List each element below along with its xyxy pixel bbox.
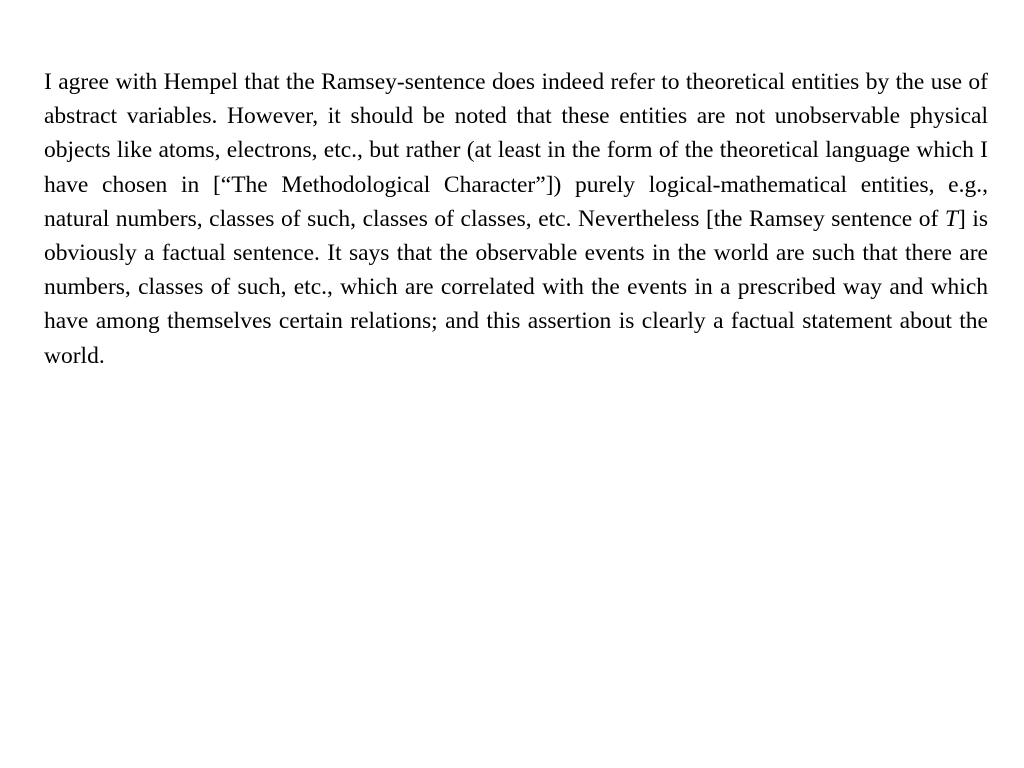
quote-text-part-2: ] is obviously a factual sentence. It says that the observable events in the world are such that there are numbers, classes of such, etc., which are correlated with the events in a prescribed way and which have among themselves certain relations; and this assertion is clearly a factual statement about the world.: [44, 205, 988, 369]
quote-paragraph: [44, 65, 988, 373]
quote-text-part-1: I agree with Hempel that the Ramsey-sentence does indeed refer to theoretical entities by the use of abstract variables. However, it should be noted that these entities are not unobservable physical objects like atoms, electrons, etc., but rather (at least in the form of the theoretical language which I have chosen in [“The Methodological Character”]) purely logical-mathematical entities, e.g., natural numbers, classes of such, classes of classes, etc. Nevertheless [the Ramsey sentence of: [44, 69, 988, 232]
quote-italic-T: T: [944, 205, 958, 232]
